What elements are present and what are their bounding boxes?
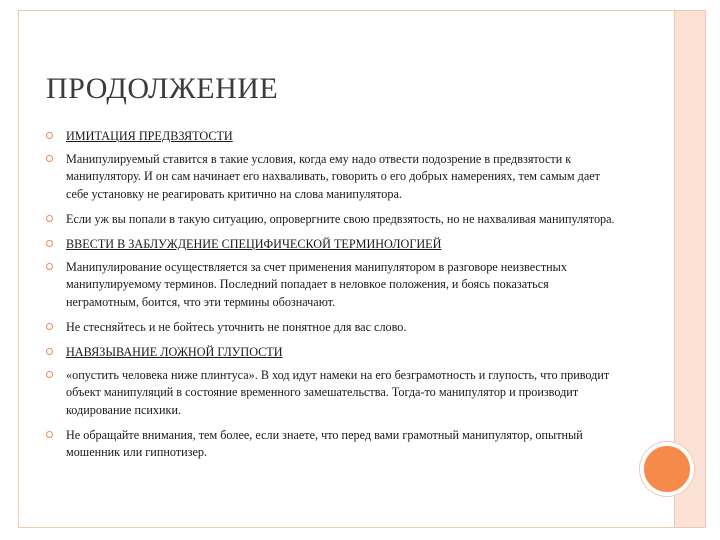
- circle-bullet-icon: [46, 263, 53, 270]
- bullet-text: Если уж вы попали в такую ситуацию, опровергните свою предвзятость, но не нахваливая манипулятора.: [66, 211, 615, 226]
- bullet-text: Манипулирование осуществляется за счет применения манипулятором в разговоре неизвестных манипулируемому терминов. Последний попадает в неловкое положения, и боясь показаться неграмотным, боится, что эти термины обозначают.: [66, 260, 567, 309]
- section-heading: ВВЕСТИ В ЗАБЛУЖДЕНИЕ СПЕЦИФИЧЕСКОЙ ТЕРМИНОЛОГИЕЙ: [66, 237, 442, 252]
- list-item: [46, 128, 616, 145]
- circle-bullet-icon: [46, 240, 53, 247]
- bullet-text: «опустить человека ниже плинтуса». В ход идут намеки на его безграмотность и глупость, что приводит объект манипуляций в состояние временного замешательства. Тогда-то манипулятор и производит кодирование психики.: [66, 368, 610, 417]
- circle-bullet-icon: [46, 431, 53, 438]
- circle-bullet-icon: [46, 132, 53, 139]
- orange-circle-decoration: [640, 442, 694, 496]
- bullet-list: [46, 128, 616, 469]
- list-item: [46, 211, 616, 228]
- circle-bullet-icon: [46, 348, 53, 355]
- list-item: [46, 151, 616, 203]
- page-title: ПРОДОЛЖЕНИЕ: [46, 72, 279, 105]
- bullet-text: Манипулируемый ставится в такие условия, когда ему надо отвести подозрение в предвзятости к манипулятору. И он сам начинает его нахваливать, говорить о его добрых намерениях, тем самым дает себе установку не реагировать критично на слова манипулятора.: [66, 152, 600, 201]
- bullet-text: Не стесняйтесь и не бойтесь уточнить не понятное для вас слово.: [66, 319, 407, 334]
- list-item: [46, 259, 616, 311]
- list-item: [46, 236, 616, 253]
- circle-bullet-icon: [46, 215, 53, 222]
- list-item: [46, 367, 616, 419]
- list-item: [46, 344, 616, 361]
- section-heading: НАВЯЗЫВАНИЕ ЛОЖНОЙ ГЛУПОСТИ: [66, 345, 283, 360]
- circle-bullet-icon: [46, 155, 53, 162]
- list-item: [46, 319, 616, 336]
- bullet-text: Не обращайте внимания, тем более, если знаете, что перед вами грамотный манипулятор, опытный мошенник или гипнотизер.: [66, 427, 583, 460]
- circle-bullet-icon: [46, 323, 53, 330]
- list-item: [46, 427, 616, 461]
- circle-bullet-icon: [46, 371, 53, 378]
- section-heading: ИМИТАЦИЯ ПРЕДВЗЯТОСТИ: [66, 129, 233, 143]
